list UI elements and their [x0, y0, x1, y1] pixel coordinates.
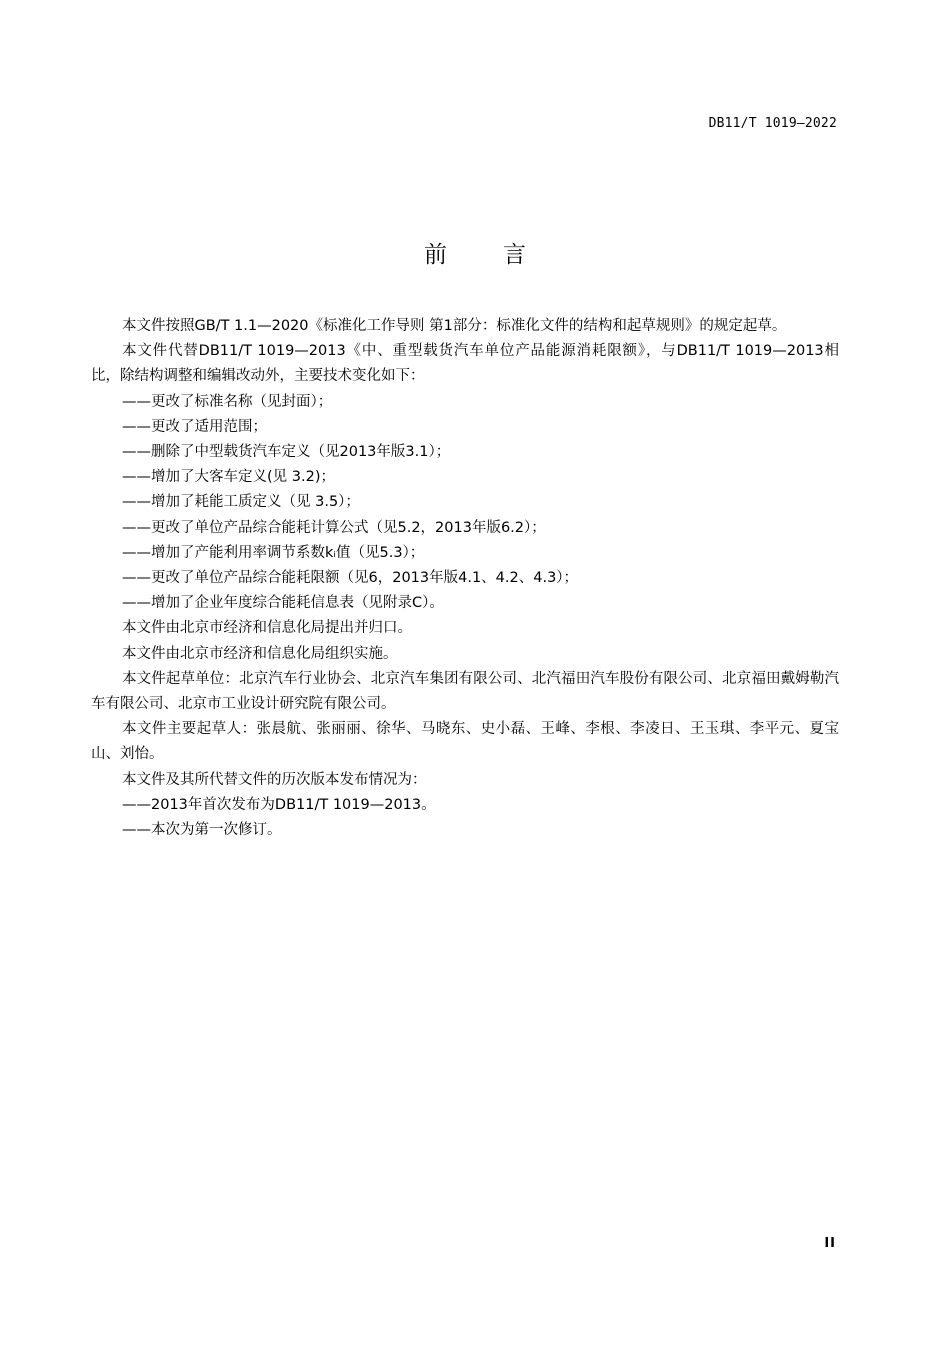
paragraph-proposer: 本文件由北京市经济和信息化局提出并归口。: [122, 620, 412, 637]
paragraph-replacement: 本文件代替DB11/T 1019—2013《中、重型载货汽车单位产品能源消耗限额》，与DB11/T 1019—2013相比，除结构调整和编辑改动外，主要技术变化如下：: [91, 343, 839, 385]
changes-list: [91, 390, 839, 617]
history-item: ——本次为第一次修订。: [122, 822, 282, 839]
change-item: ——更改了标准名称（见封面）；: [122, 393, 333, 410]
page-title: 前言: [424, 242, 582, 268]
foreword-body: [91, 314, 839, 843]
change-item: ——更改了单位产品综合能耗限额（见6，2013年版4.1、4.2、4.3）；: [122, 570, 579, 587]
change-item: ——更改了适用范围；: [122, 418, 267, 435]
history-item: ——2013年首次发布为DB11/T 1019—2013。: [122, 796, 436, 813]
paragraph-drafting-rules: 本文件按照GB/T 1.1—2020《标准化工作导则 第1部分：标准化文件的结构和起草规则》的规定起草。: [122, 318, 787, 334]
change-item: ——更改了单位产品综合能耗计算公式（见5.2，2013年版6.2）；: [122, 519, 546, 536]
paragraph-drafters: 本文件主要起草人：张晨航、张丽丽、徐华、马晓东、史小磊、王峰、李根、李凌日、王玉琪、李平元、夏宝山、刘怡。: [91, 721, 839, 763]
history-list: [91, 793, 839, 843]
change-item: ——删除了中型载货汽车定义（见2013年版3.1）；: [122, 444, 451, 461]
change-item: ——增加了大客车定义(见 3.2)；: [122, 469, 335, 486]
change-item: ——增加了耗能工质定义（见 3.5）；: [122, 494, 360, 511]
page-number: II: [824, 1236, 836, 1251]
change-item: ——增加了产能利用率调节系数kᵢ值（见5.3）；: [122, 544, 425, 561]
paragraph-drafting-units: 本文件起草单位：北京汽车行业协会、北京汽车集团有限公司、北汽福田汽车股份有限公司、北京福田戴姆勒汽车有限公司、北京市工业设计研究院有限公司。: [91, 670, 839, 713]
paragraph-implementer: 本文件由北京市经济和信息化局组织实施。: [122, 645, 398, 662]
paragraph-history-intro: 本文件及其所代替文件的历次版本发布情况为：: [122, 771, 427, 788]
document-code: DB11/T 1019—2022: [708, 116, 837, 131]
change-item: ——增加了企业年度综合能耗信息表（见附录C）。: [122, 595, 444, 612]
